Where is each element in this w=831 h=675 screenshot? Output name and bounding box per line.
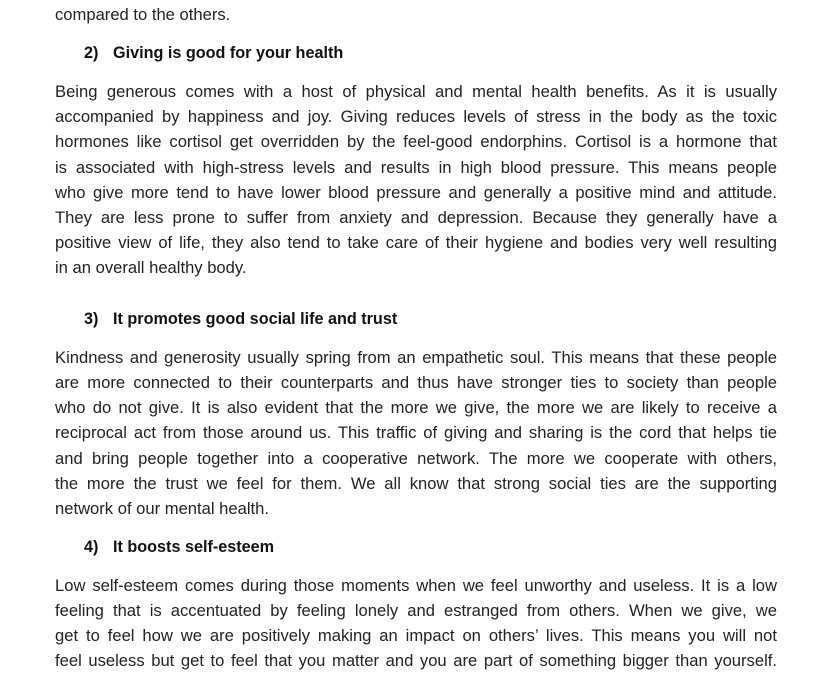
- paragraph-line: reciprocal act from those around us. This traffic of giving and sharing is the cord that helps tie: [55, 423, 777, 442]
- section-heading-3: [84, 307, 397, 331]
- section-number: 4): [84, 538, 99, 556]
- paragraph-line: who do not give. It is also evident that the more we give, the more we are likely to receive a: [55, 398, 777, 417]
- paragraph-line: positive view of life, they also tend to take care of their hygiene and bodies very well resulting: [55, 233, 777, 252]
- section-heading-4: [84, 535, 274, 559]
- section-title: It promotes good social life and trust: [113, 310, 398, 328]
- paragraph-line: hormones like cortisol get overridden by the feel-good endorphins. Cortisol is a hormone that: [55, 132, 777, 151]
- paragraph-line: in an overall healthy body.: [55, 258, 247, 277]
- section-heading-2: [84, 41, 343, 65]
- paragraph-line: Being generous comes with a host of physical and mental health benefits. As it is usually: [55, 82, 777, 101]
- paragraph-line: feeling that is accentuated by feeling lonely and estranged from others. When we give, we: [55, 601, 777, 620]
- paragraph-line: the more the trust we feel for them. We all know that strong social ties are the supporting: [55, 474, 777, 493]
- paragraph-line: are more connected to their counterparts and thus have stronger ties to society than people: [55, 373, 777, 392]
- section-number: 3): [84, 310, 99, 328]
- section-number: 2): [84, 44, 99, 62]
- paragraph-line: and bring people together into a cooperative network. The more we cooperate with others,: [55, 449, 777, 468]
- paragraph-line: Kindness and generosity usually spring from an empathetic soul. This means that these people: [55, 348, 777, 367]
- intro-last-line: compared to the others.: [55, 5, 231, 24]
- paragraph-line: get to feel how we are positively making an impact on others’ lives. This means you will not: [55, 626, 777, 645]
- section-title: Giving is good for your health: [113, 44, 344, 62]
- paragraph-line: They are less prone to suffer from anxiety and depression. Because they generally have a: [55, 208, 777, 227]
- section-title: It boosts self-esteem: [113, 538, 275, 556]
- paragraph-line: feel useless but get to feel that you matter and you are part of something bigger than yourself.: [55, 651, 777, 670]
- paragraph-line: is associated with high-stress levels and results in high blood pressure. This means people: [55, 158, 777, 177]
- paragraph-line: who give more tend to have lower blood pressure and generally a positive mind and attitude.: [55, 183, 777, 202]
- paragraph-line: accompanied by happiness and joy. Giving reduces levels of stress in the body as the toxic: [55, 107, 777, 126]
- paragraph-line: network of our mental health.: [55, 499, 269, 518]
- paragraph-line: Low self-esteem comes during those moments when we feel unworthy and useless. It is a low: [55, 576, 777, 595]
